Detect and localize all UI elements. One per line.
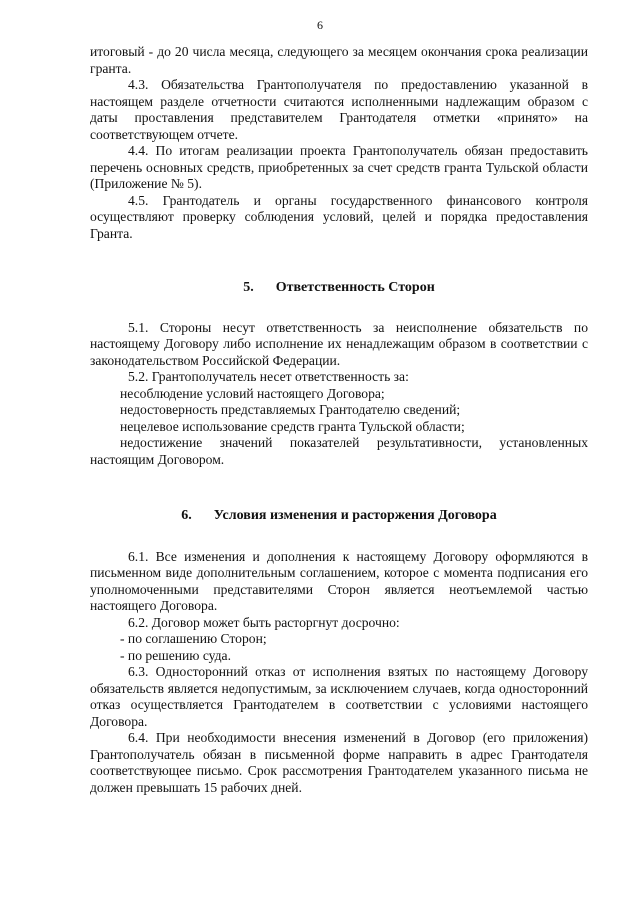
paragraph-6-2: 6.2. Договор может быть расторгнут досрочно: [128,614,400,630]
section-5-heading [90,280,588,297]
paragraph-6-3: 6.3. Односторонний отказ от исполнения взятых по настоящему Договору обязательств является недопустимым, за исключением случаев, когда односторонний отказ осуществляется Грантодателем в соответствии с условиями настоящего Договора. [90,664,588,729]
paragraph-4-4: 4.4. По итогам реализации проекта Грантополучатель обязан предоставить перечень основных средств, приобретенных за счет средств гранта Тульской области (Приложение № 5). [90,143,588,191]
paragraph-5-2: 5.2. Грантополучатель несет ответственность за: [128,369,409,384]
paragraph-4-5: 4.5. Грантодатель и органы государственного финансового контроля осуществляют проверку соблюдения условий, целей и порядка предоставления Гранта. [90,192,588,241]
paragraph-6-4: 6.4. При необходимости внесения изменений в Договор (его приложения) Грантополучатель обязан в письменной форме направить в адрес Грантодателя соответствующее письмо. Срок рассмотрения Грантодателем указанного письма не должен превышать 15 рабочих дней. [90,730,588,795]
paragraph-5-1: 5.1. Стороны несут ответственность за неисполнение обязательств по настоящему Договору либо исполнение их ненадлежащим образом в соответствии с законодательством Российской Федерации. [90,319,588,368]
document-body [90,44,588,796]
liability-item-2: недостоверность представляемых Грантодателю сведений; [120,402,461,417]
termination-item-2: - по решению суда. [120,647,231,663]
paragraph-4-3: 4.3. Обязательства Грантополучателя по предоставлению указанной в настоящем разделе отчетности считаются исполненными надлежащим образом с даты проставления представителем Грантодателя отметки «принято» на соответствующем отчете. [90,77,588,142]
liability-item-1: несоблюдение условий настоящего Договора; [120,385,385,401]
section-6-title: Условия изменения и расторжения Договора [213,508,497,523]
paragraph-4-2-continuation: итоговый - до 20 числа месяца, следующего за месяцем окончания срока реализации гранта. [90,44,588,76]
termination-item-1: - по соглашению Сторон; [120,631,267,646]
liability-item-3: нецелевое использование средств гранта Тульской области; [120,418,465,434]
section-6-heading [90,508,588,525]
paragraph-6-1: 6.1. Все изменения и дополнения к настоящему Договору оформляются в письменном виде дополнительным соглашением, которое с момента подписания его уполномоченными представителями Сторон является неотъемлемой частью настоящего Договора. [90,548,588,613]
page-number: 6 [317,18,323,32]
section-5-title: Ответственность Сторон [275,280,435,295]
section-5-number: 5. [243,280,254,295]
liability-item-4: недостижение значений показателей результативности, установленных настоящим Договором. [90,435,588,467]
section-6-number: 6. [181,508,192,523]
